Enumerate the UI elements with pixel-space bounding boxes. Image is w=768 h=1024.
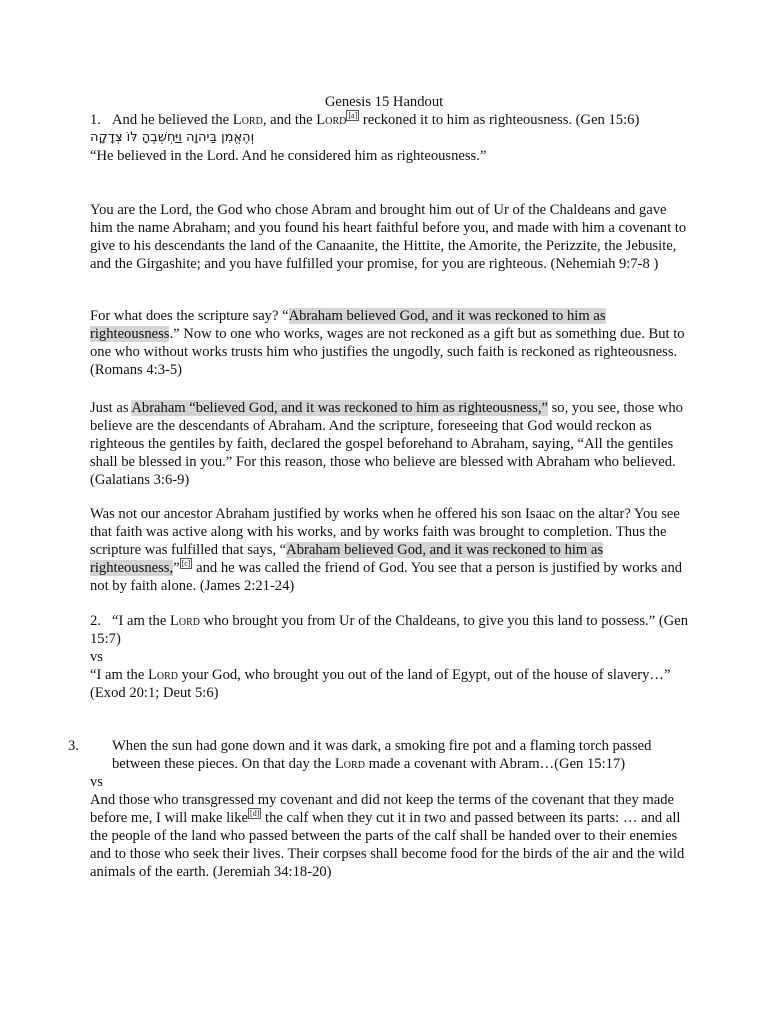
item-2-verse: 2. “I am the Lord who brought you from Ur of the Chaldeans, to give you this land to possess.” (Gen 15:7) [90, 613, 688, 647]
item-3 [68, 737, 690, 881]
page-title: Genesis 15 Handout [324, 94, 444, 110]
item-1 [90, 111, 690, 165]
galatians-paragraph: Just as Abraham “believed God, and it was reckoned to him as righteousness,” so, you see, those who believe are the descendants of Abraham. And the scripture, foreseeing that God would reckon as righteous the gentiles by faith, declared the gospel beforehand to Abraham, saying, “All the gentiles shall be blessed in you.” For this reason, those who believe are blessed with Abraham who believed. (Galatians 3:6-9) [90, 400, 683, 488]
highlighted-quote: Abraham “believed God, and it was reckoned to him as righteousness,” [131, 400, 548, 416]
romans-paragraph: For what does the scripture say? “Abraham believed God, and it was reckoned to him as righteousness.” Now to one who works, wages are not reckoned as a gift but as something due. But to one who without works trusts him who justifies the ungodly, such faith is reckoned as righteousness. (Romans 4:3-5) [90, 308, 685, 378]
item-3-verse: 3. When the sun had gone down and it was dark, a smoking fire pot and a flaming torch passed between these pieces. On that day the Lord made a covenant with Abram…(Gen 15:17) [68, 738, 652, 772]
item-1-verse: 1. And he believed the Lord, and the Lord [a] reckoned it to him as righteousness. (Gen 15:6) [90, 111, 640, 128]
vs-label: vs [90, 774, 103, 790]
item-3-compare: And those who transgressed my covenant and did not keep the terms of the covenant that they made before me, I will make like [d] the calf when they cut it in two and passed between its parts: … and all the people of the land who passed between the parts of the calf shall be handed over to their enemies and to those who seek their lives. Their corpses shall become food for the birds of the air and the wild animals of the earth. (Jeremiah 34:18-20) [90, 792, 685, 880]
translation: “He believed in the Lord. And he considered him as righteousness.” [90, 148, 487, 164]
item-number: 1. [90, 112, 101, 128]
footnote-marker[interactable]: [a] [348, 111, 358, 121]
vs-label: vs [90, 649, 103, 665]
highlighted-quote: Abraham believed God, and it was reckoned to him as righteousness [90, 308, 606, 342]
footnote-marker[interactable]: [d] [250, 809, 260, 819]
item-number: 3. [68, 738, 79, 754]
james-paragraph: Was not our ancestor Abraham justified by works when he offered his son Isaac on the altar? You see that faith was active along with his works, and by works faith was brought to completion. Thus the scripture was fulfilled that says, “Abraham believed God, and it was reckoned to him as righteousness,” [c] and he was called the friend of God. You see that a person is justified by works and not by faith alone. (James 2:21-24) [90, 506, 683, 594]
item-number: 2. [90, 613, 101, 629]
item-2 [90, 612, 690, 702]
highlighted-quote: Abraham believed God, and it was reckoned to him as righteousness, [90, 542, 604, 576]
nehemiah-paragraph: You are the Lord, the God who chose Abram and brought him out of Ur of the Chaldeans and gave him the name Abraham; and you found his heart faithful before you, and made with him a covenant to give to his descendants the land of the Canaanite, the Hittite, the Amorite, the Perizzite, the Jebusite, and the Girgashite; and you have fulfilled your promise, for you are righteous. (Nehemiah 9:7-8 ) [90, 202, 687, 272]
hebrew-text: וְהֶאֱמִן בַּיהוָה וַיַּחְשְׁבֶהָ לּוֹ צְדָקָה [90, 130, 255, 145]
footnote-marker[interactable]: [c] [181, 559, 191, 569]
item-2-compare: “I am the Lord your God, who brought you out of the land of Egypt, out of the house of slavery…” (Exod 20:1; Deut 5:6) [90, 667, 671, 701]
